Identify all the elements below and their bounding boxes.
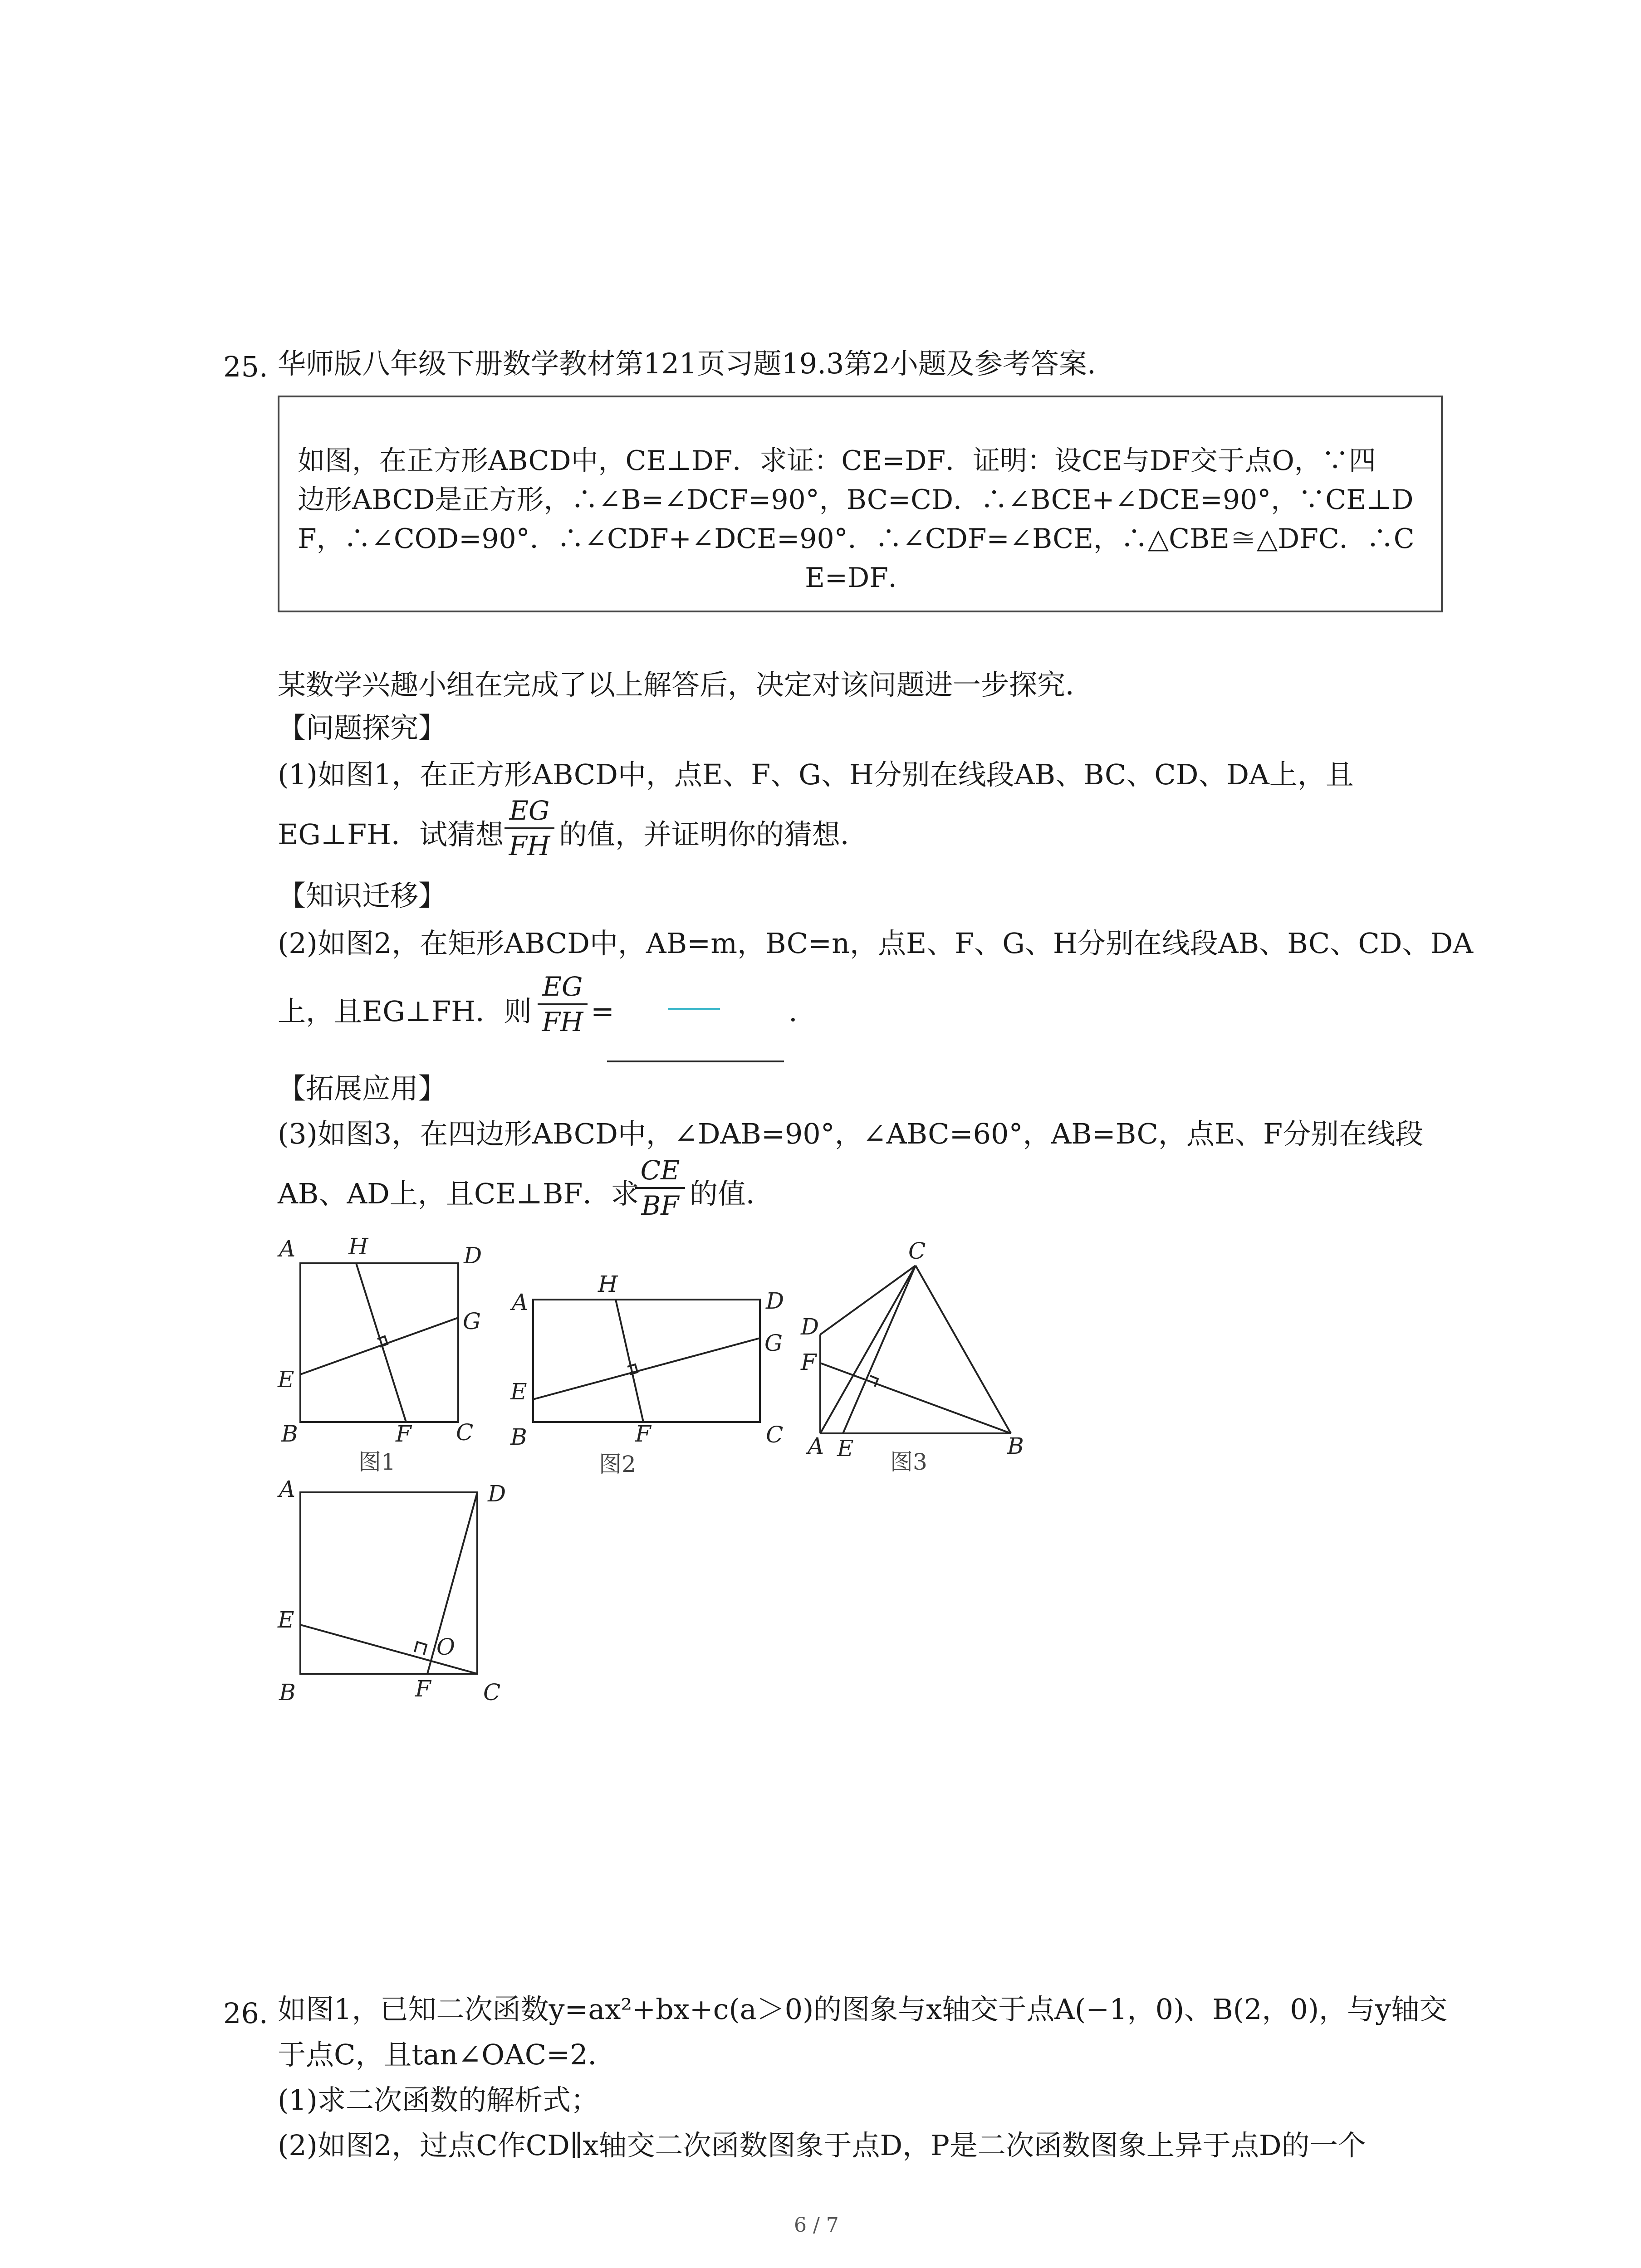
fig2-label-G: G <box>764 1330 783 1356</box>
part2-line1: (2)如图2，在矩形ABCD中，AB=m，BC=n，点E、F、G、H分别在线段AB、BC、CD、DA <box>278 927 1474 960</box>
part1-line2a: EG⊥FH．试猜想 <box>278 818 504 851</box>
fig1-label-A: A <box>279 1236 296 1262</box>
fig2-label-C: C <box>766 1422 784 1448</box>
page-number: 6 / 7 <box>794 2214 839 2237</box>
question-26-line1: 如图1，已知二次函数y=ax²+bx+c(a＞0)的图象与x轴交于点A(−1，0)、B(2，0)，与y轴交 <box>278 1993 1448 2026</box>
question-number-26: 26. <box>223 1997 268 2030</box>
part2-line2a: 上，且EG⊥FH．则 <box>278 995 532 1028</box>
fig1-right-angle <box>377 1336 387 1347</box>
section-extended-application: 【拓展应用】 <box>278 1072 447 1105</box>
fig4-right-angle <box>415 1642 426 1655</box>
fig2-label-E: E <box>510 1378 527 1405</box>
fig3-BF <box>820 1363 1011 1433</box>
section-problem-exploration: 【问题探究】 <box>278 711 447 744</box>
fig3-label-B: B <box>1007 1433 1024 1459</box>
question-25-title: 华师版八年级下册数学教材第121页习题19.3第2小题及参考答案. <box>278 347 1096 380</box>
fig3-caption: 图3 <box>890 1449 927 1475</box>
fig3-label-F: F <box>801 1349 817 1375</box>
fig3-label-E: E <box>837 1435 854 1461</box>
fig1-label-G: G <box>463 1308 481 1334</box>
fig2-label-A: A <box>512 1289 529 1315</box>
part3-line2b: 的值． <box>690 1177 774 1210</box>
fig1-label-D: D <box>464 1242 482 1269</box>
part3-line2a: AB、AD上，且CE⊥BF．求 <box>278 1177 639 1210</box>
fig2-label-F: F <box>635 1421 651 1447</box>
part1-frac-den: FH <box>509 831 550 861</box>
fig3-label-D: D <box>801 1314 819 1340</box>
fig3-label-A: A <box>808 1433 824 1459</box>
fig3-BC <box>916 1266 1011 1433</box>
part3-frac-den: BF <box>641 1190 679 1221</box>
part3-frac-num: CE <box>640 1155 680 1186</box>
part2-frac-den: FH <box>542 1007 583 1037</box>
part3-line1: (3)如图3，在四边形ABCD中，∠DAB=90°，∠ABC=60°，AB=BC，点E、F分别在线段 <box>278 1117 1424 1150</box>
fig2-label-H: H <box>598 1271 618 1297</box>
fig3-label-C: C <box>908 1238 926 1264</box>
fig4-label-B: B <box>279 1679 296 1706</box>
fig4-label-O: O <box>436 1634 455 1660</box>
intro-text: 某数学兴趣小组在完成了以上解答后，决定对该问题进一步探究． <box>278 668 1094 701</box>
fig2-line-HF <box>616 1300 643 1422</box>
box-line-3: F，∴∠COD=90°．∴∠CDF+∠DCE=90°．∴∠CDF=∠BCE，∴△CBE≅△DFC．∴C <box>298 523 1415 555</box>
question-26-line4: (2)如图2，过点C作CD∥x轴交二次函数图象于点D，P是二次函数图象上异于点D的一个 <box>278 2129 1366 2162</box>
question-number-25: 25. <box>223 350 268 383</box>
fig1-square <box>300 1263 458 1422</box>
part1-line1: (1)如图1，在正方形ABCD中，点E、F、G、H分别在线段AB、BC、CD、DA上，且 <box>278 758 1354 791</box>
fig1-line-EG <box>300 1318 458 1374</box>
question-26-line3: (1)求二次函数的解析式； <box>278 2083 599 2116</box>
fig2-line-EG <box>533 1338 760 1399</box>
fig2-rectangle <box>533 1300 760 1422</box>
fig2-label-D: D <box>766 1288 784 1314</box>
fig1-line-HF <box>356 1263 406 1422</box>
fig2-caption: 图2 <box>599 1451 636 1477</box>
fig1-label-F: F <box>396 1421 411 1447</box>
fig1-label-E: E <box>278 1366 294 1393</box>
box-line-2: 边形ABCD是正方形，∴∠B=∠DCF=90°，BC=CD．∴∠BCE+∠DCE=90°，∵CE⊥D <box>298 484 1414 516</box>
part1-frac-num: EG <box>509 795 550 826</box>
fig4-label-E: E <box>278 1607 294 1633</box>
box-line-4: E=DF． <box>805 562 916 594</box>
box-line-1: 如图，在正方形ABCD中，CE⊥DF．求证：CE=DF．证明：设CE与DF交于点O，∵四 <box>298 445 1376 477</box>
section-knowledge-transfer: 【知识迁移】 <box>278 879 447 912</box>
fig4-label-C: C <box>483 1679 501 1706</box>
fig1-caption: 图1 <box>358 1449 396 1475</box>
part2-period: . <box>789 995 798 1028</box>
fig3-CA <box>820 1266 916 1433</box>
fig1-label-B: B <box>281 1421 298 1447</box>
fig1-label-C: C <box>456 1419 474 1446</box>
fig4-label-A: A <box>279 1476 296 1502</box>
part2-equals: = <box>591 995 614 1028</box>
question-26-line2: 于点C，且tan∠OAC=2． <box>278 2038 616 2071</box>
fig4-label-D: D <box>488 1481 506 1507</box>
fig2-label-B: B <box>510 1424 527 1450</box>
fig1-label-H: H <box>348 1233 368 1260</box>
part1-line2b: 的值，并证明你的猜想． <box>559 818 869 851</box>
fig4-label-F: F <box>415 1676 431 1702</box>
part2-frac-num: EG <box>542 971 583 1002</box>
